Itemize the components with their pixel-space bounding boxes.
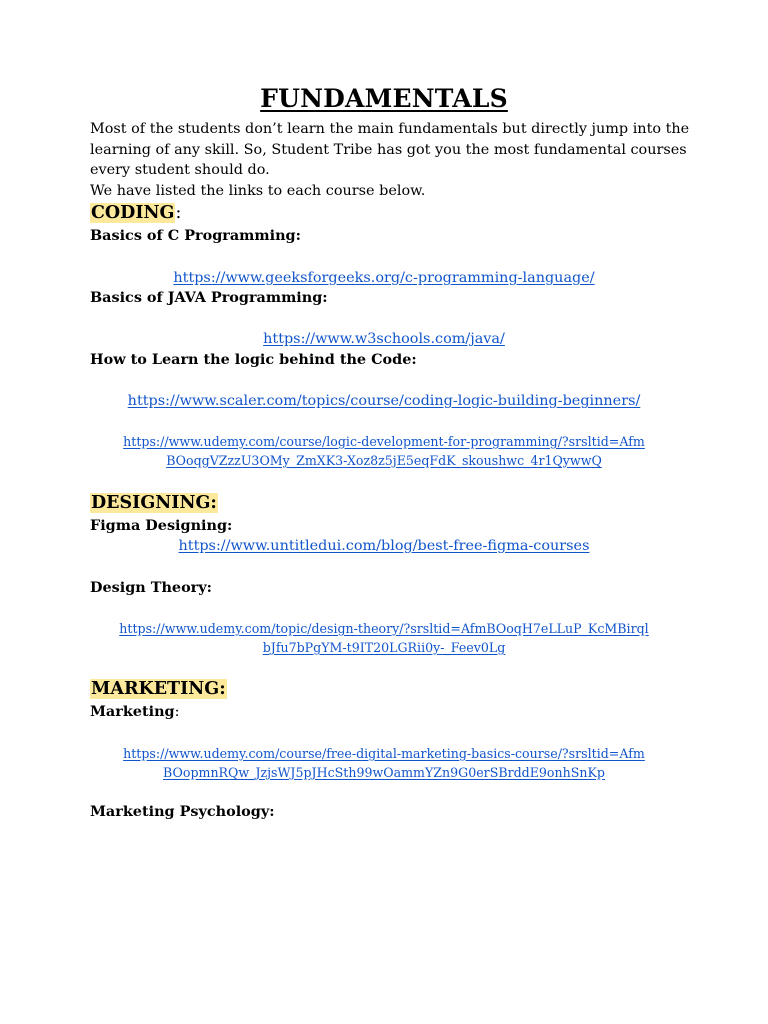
link-line[interactable]: https://www.udemy.com/course/free-digital-marketing-basics-course/?srsltid=Afm xyxy=(123,746,645,761)
course-label-logic: How to Learn the logic behind the Code: xyxy=(90,351,417,368)
designing-heading-text: DESIGNING: xyxy=(91,493,217,513)
course-label-figma: Figma Designing: xyxy=(90,517,233,534)
marketing-label-colon: : xyxy=(174,704,180,720)
course-link-scaler[interactable]: https://www.scaler.com/topics/course/coding-logic-building-beginners/ xyxy=(127,393,641,409)
link-line[interactable]: https://www.udemy.com/course/logic-development-for-programming/?srsltid=Afm xyxy=(123,434,645,449)
course-label-marketing xyxy=(90,702,179,722)
course-label-java: Basics of JAVA Programming: xyxy=(90,289,328,306)
course-link-design-theory[interactable] xyxy=(0,619,768,657)
course-link-c[interactable]: https://www.geeksforgeeks.org/c-programming-language/ xyxy=(173,270,595,286)
section-heading-coding xyxy=(90,202,181,224)
link-line[interactable]: BOopmnRQw_JzjsWJ5pJHcSth99wOammYZn9G0erSBrddE9onhSnKp xyxy=(163,765,605,780)
marketing-label-text: Marketing xyxy=(90,703,175,720)
course-label-c: Basics of C Programming: xyxy=(90,227,301,244)
course-link-marketing[interactable] xyxy=(0,744,768,782)
link-line[interactable]: BOoqgVZzzU3OMy_ZmXK3-Xoz8z5jE5eqFdK_skoushwc_4r1QywwQ xyxy=(166,453,602,468)
link-line[interactable]: https://www.udemy.com/topic/design-theory/?srsltid=AfmBOoqH7eLLuP_KcMBirql xyxy=(119,621,649,636)
intro-paragraph: Most of the students don’t learn the main fundamentals but directly jump into the learning of any skill. So, Student Tribe has got you the most fundamental courses every student should do. xyxy=(90,121,690,178)
intro-note: We have listed the links to each course below. xyxy=(90,182,426,199)
course-link-java[interactable]: https://www.w3schools.com/java/ xyxy=(263,331,505,347)
course-link-udemy-logic[interactable] xyxy=(0,432,768,470)
section-heading-marketing xyxy=(90,678,227,700)
coding-heading-text: CODING xyxy=(91,203,175,223)
course-label-design-theory: Design Theory: xyxy=(90,579,212,596)
coding-heading-colon: : xyxy=(175,203,182,223)
marketing-heading-text: MARKETING: xyxy=(91,679,226,699)
course-label-marketing-psychology: Marketing Psychology: xyxy=(90,803,275,820)
section-heading-designing xyxy=(90,492,218,514)
link-line[interactable]: bJfu7bPgYM-t9IT20LGRii0y-_Feev0Lg xyxy=(262,640,506,655)
page-title: FUNDAMENTALS xyxy=(260,84,508,113)
intro-text xyxy=(90,119,690,201)
course-link-figma[interactable]: https://www.untitledui.com/blog/best-free-figma-courses xyxy=(178,538,590,554)
